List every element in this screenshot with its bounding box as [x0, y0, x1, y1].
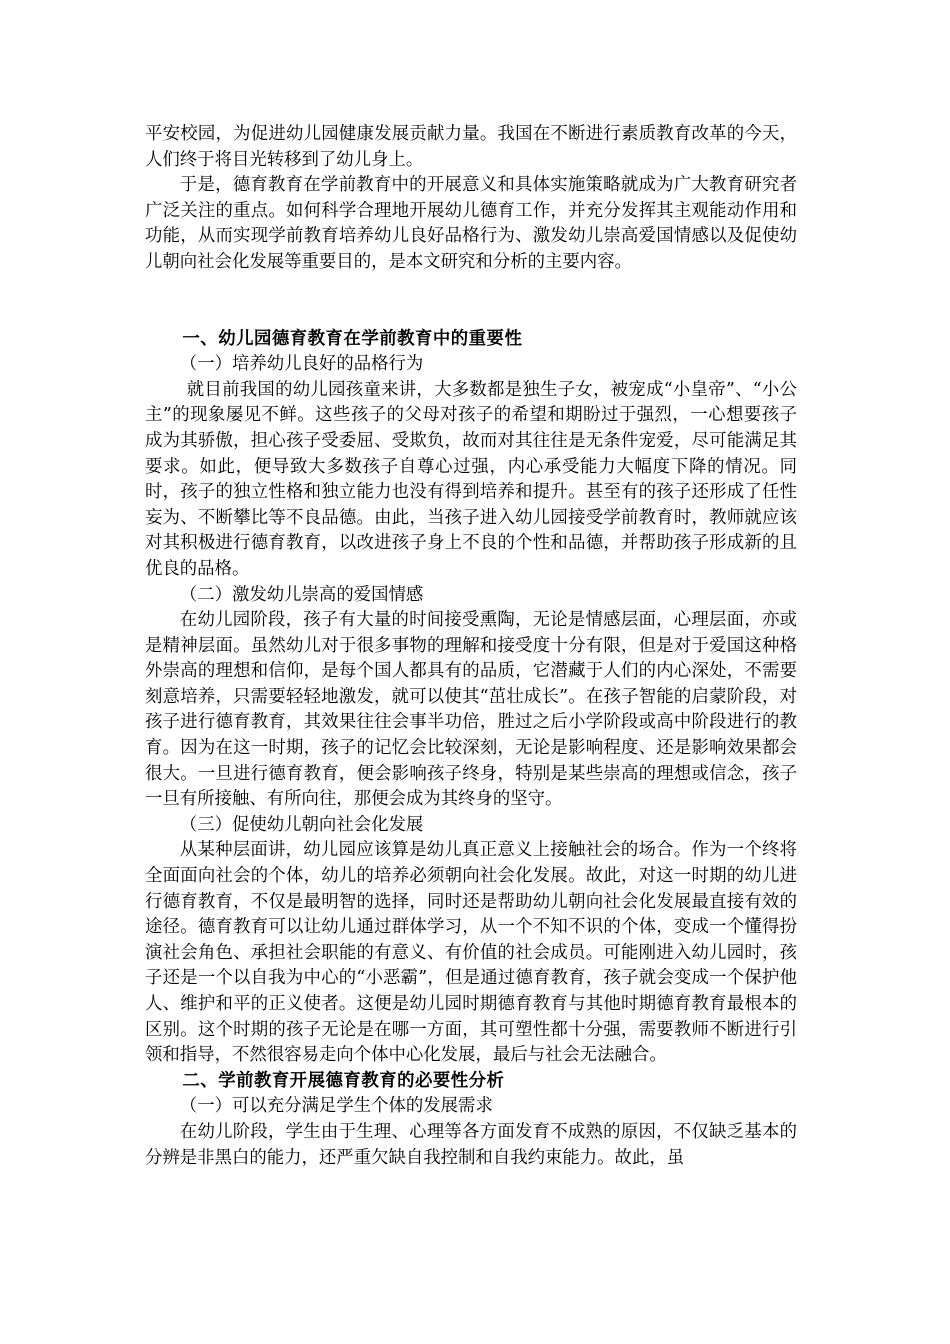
- body-paragraph-1-1: 就目前我国的幼儿园孩童来讲，大多数都是独生子女，被宠成“小皇帝”、“小公主”的现象屡见不鲜。这些孩子的父母对孩子的希望和期盼过于强烈，一心想要孩子成为其骄傲，担心孩子受委屈、受欺负，故而对其往往是无条件宠爱，尽可能满足其要求。如此，便导致大多数孩子自尊心过强，内心承受能力大幅度下降的情况。同时，孩子的独立性格和独立能力也没有得到培养和提升。甚至有的孩子还形成了任性妄为、不断攀比等不良品德。由此，当孩子进入幼儿园接受学前教育时，教师就应该对其积极进行德育教育，以改进孩子身上不良的个性和品德，并帮助孩子形成新的且优良的品格。: [145, 379, 797, 579]
- document-body: [145, 122, 797, 1171]
- subsection-heading-2-1: （一）可以充分满足学生个体的发展需求: [179, 1096, 493, 1117]
- subsection-heading-1-3: （三）促使幼儿朝向社会化发展: [179, 814, 424, 835]
- intro-paragraph-continued: 平安校园，为促进幼儿园健康发展贡献力量。我国在不断进行素质教育改革的今天，人们终于将目光转移到了幼儿身上。: [145, 124, 797, 170]
- intro-paragraph: 于是，德育教育在学前教育中的开展意义和具体实施策略就成为广大教育研究者广泛关注的重点。如何科学合理地开展幼儿德育工作，并充分发挥其主观能动作用和功能，从而实现学前教育培养幼儿良好品格行为、激发幼儿崇高爱国情感以及促使幼儿朝向社会化发展等重要目的，是本文研究和分析的主要内容。: [145, 175, 797, 272]
- subsection-heading-1-2: （二）激发幼儿崇高的爱国情感: [179, 584, 424, 605]
- section-heading-1: 一、幼儿园德育教育在学前教育中的重要性: [182, 328, 523, 349]
- body-paragraph-2-1: 在幼儿阶段，学生由于生理、心理等各方面发育不成熟的原因，不仅缺乏基本的分辨是非黑白的能力，还严重欠缺自我控制和自我约束能力。故此，虽: [145, 1121, 797, 1168]
- section-spacer: [145, 276, 797, 327]
- body-paragraph-1-3: 从某种层面讲，幼儿园应该算是幼儿真正意义上接触社会的场合。作为一个终将全面面向社会的个体，幼儿的培养必须朝向社会化发展。故此，对这一时期的幼儿进行德育教育，不仅是最明智的选择，同时还是帮助幼儿朝向社会化发展最直接有效的途径。德育教育可以让幼儿通过群体学习，从一个不知不识的个体，变成一个懂得扮演社会角色、承担社会职能的有意义、有价值的社会成员。可能刚进入幼儿园时，孩子还是一个以自我为中心的“小恶霸”，但是通过德育教育，孩子就会变成一个保护他人、维护和平的正义使者。这便是幼儿园时期德育教育与其他时期德育教育最根本的区别。这个时期的孩子无论是在哪一方面，其可塑性都十分强，需要教师不断进行引领和指导，不然很容易走向个体中心化发展，最后与社会无法融合。: [145, 840, 797, 1066]
- body-paragraph-1-2: 在幼儿园阶段，孩子有大量的时间接受熏陶，无论是情感层面，心理层面，亦或是精神层面。虽然幼儿对于很多事物的理解和接受度十分有限，但是对于爱国这种格外崇高的理想和信仰，是每个国人都具有的品质，它潜藏于人们的内心深处，不需要刻意培养，只需要轻轻地激发，就可以使其“茁壮成长”。在孩子智能的启蒙阶段，对孩子进行德育教育，其效果往往会事半功倍，胜过之后小学阶段或高中阶段进行的教育。因为在这一时期，孩子的记忆会比较深刻，无论是影响程度、还是影响效果都会很大。一旦进行德育教育，便会影响孩子终身，特别是某些崇高的理想或信念，孩子一旦有所接触、有所向往，那便会成为其终身的坚守。: [145, 610, 797, 810]
- subsection-heading-1-1: （一）培养幼儿良好的品格行为: [179, 354, 424, 375]
- section-heading-2: 二、学前教育开展德育教育的必要性分析: [182, 1070, 505, 1091]
